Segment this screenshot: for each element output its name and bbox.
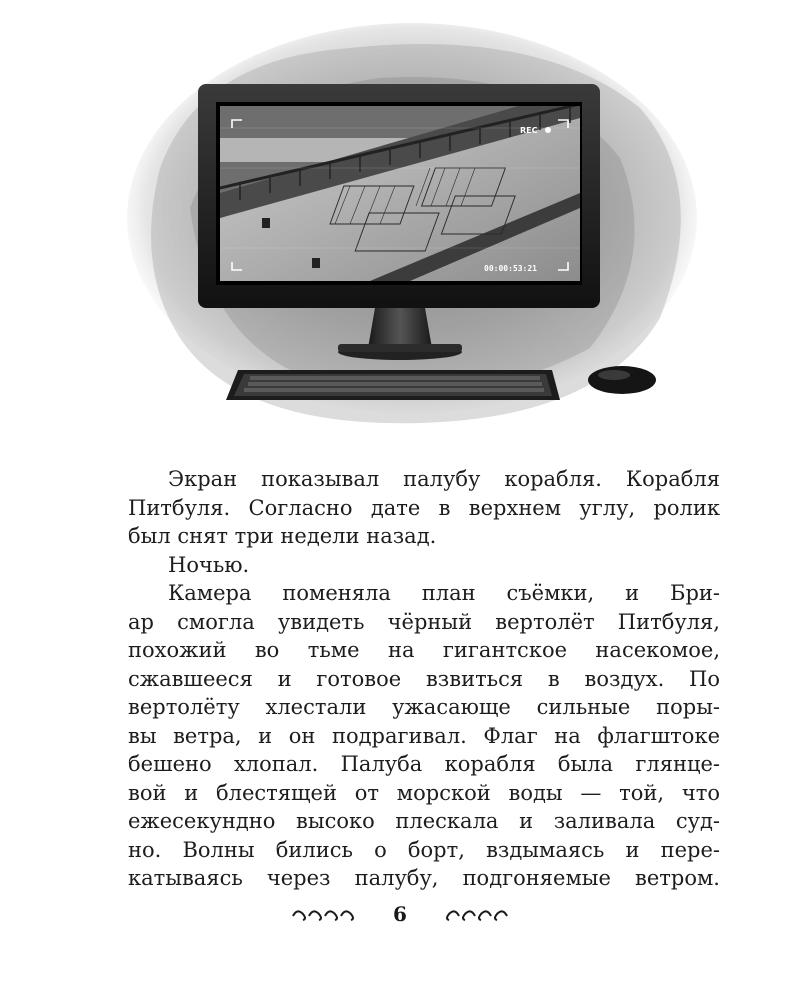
text-line: похожий во тьме на гигантское насекомое, [128, 638, 720, 662]
text-line: вой и блестящей от морской воды — той, что [128, 780, 720, 805]
monitor [198, 84, 600, 308]
text-line: ежесекундно высоко плескала и заливала суд- [128, 809, 720, 833]
right-ornament-icon [441, 904, 511, 924]
page-number: 6 [393, 902, 407, 926]
timecode: 00:00:53:21 [484, 264, 537, 273]
text-line: Ночью. [168, 552, 250, 577]
text-line: Питбуля. Согласно дате в верхнем углу, ролик [128, 495, 720, 520]
text-line: был снят три недели назад. [128, 524, 437, 548]
body-text [128, 465, 720, 893]
page-footer [0, 896, 800, 932]
text-line: вертолёту хлестали ужасающе сильные поры- [128, 695, 720, 719]
text-line: вы ветра, и он подрагивал. Флаг на флагштоке [128, 723, 720, 748]
text-line: катываясь через палубу, подгоняемые ветром. [128, 866, 720, 890]
left-ornament-icon [289, 904, 359, 924]
keyboard [226, 370, 560, 400]
paragraph [128, 551, 720, 580]
text-line: Камера поменяла план съёмки, и Бри- [168, 581, 720, 605]
paragraph [128, 465, 720, 551]
paragraph [128, 579, 720, 893]
text-line: Экран показывал палубу корабля. Корабля [168, 467, 720, 491]
text-line: сжавшееся и готовое взвиться в воздух. По [128, 666, 720, 691]
mouse [588, 366, 656, 394]
computer-illustration [120, 18, 700, 448]
rec-label: REC [520, 126, 538, 135]
text-line: но. Волны бились о борт, вздымаясь и пере- [128, 837, 720, 862]
rec-dot-icon [545, 127, 551, 133]
text-line: бешено хлопал. Палуба корабля была глянце- [128, 752, 720, 776]
monitor-screen [220, 88, 580, 281]
text-line: ар смогла увидеть чёрный вертолёт Питбуля, [128, 609, 720, 634]
